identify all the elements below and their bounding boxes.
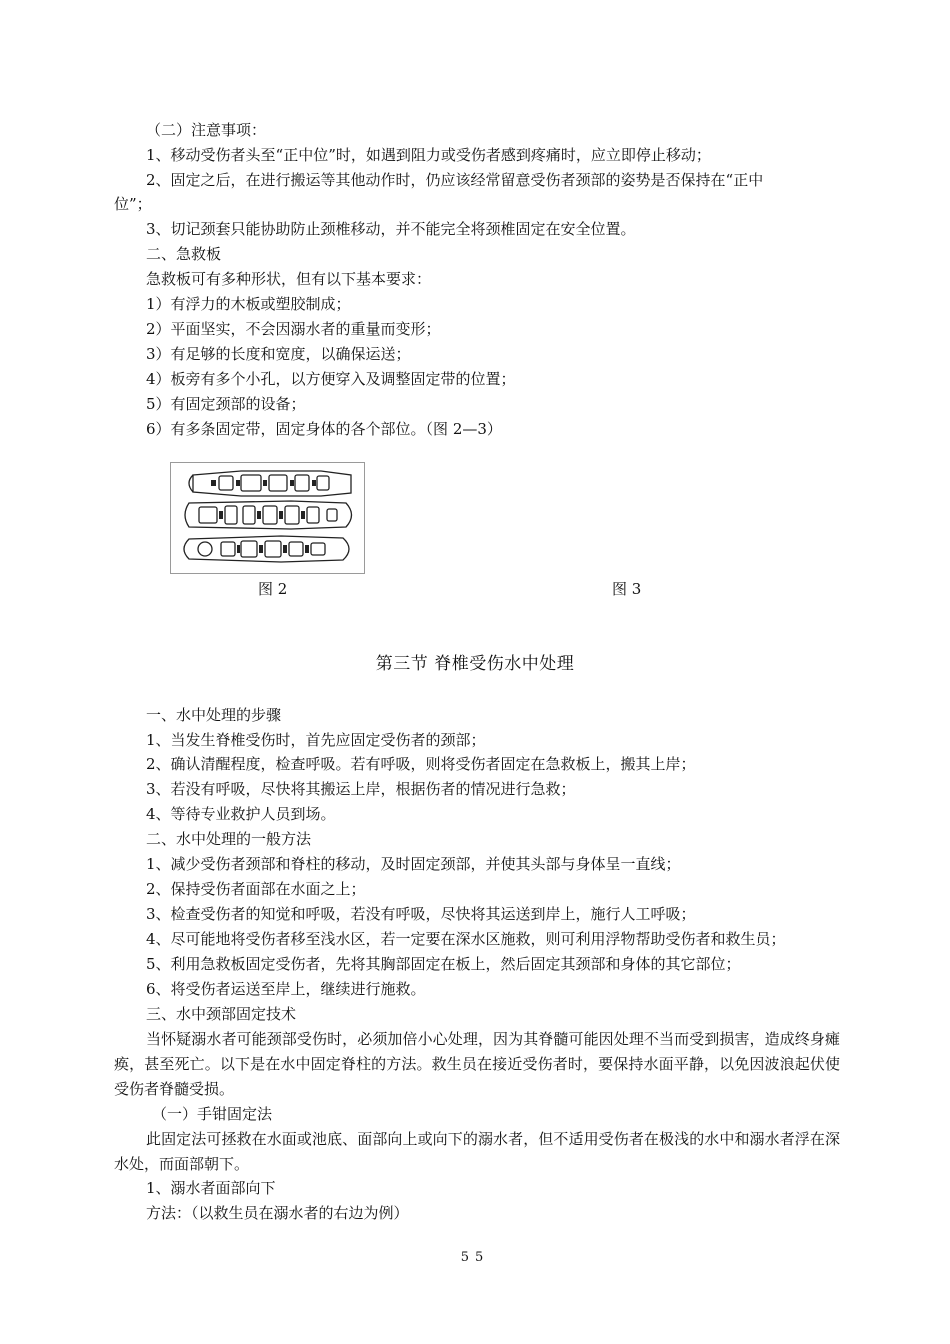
- requirement-item: 3）有足够的长度和宽度，以确保运送；: [146, 345, 411, 363]
- body-text: 急救板可有多种形状，但有以下基本要求：: [146, 270, 432, 288]
- method-item: 3、检查受伤者的知觉和呼吸，若没有呼吸，尽快将其运送到岸上，施行人工呼吸；: [146, 905, 696, 923]
- requirement-item: 6）有多条固定带，固定身体的各个部位。（图 2—3）: [146, 420, 502, 438]
- rescue-board-figure: [170, 462, 365, 574]
- method-item: 2、保持受伤者面部在水面之上；: [146, 880, 366, 898]
- body-paragraph: 此固定法可拯救在水面或池底、面部向上或向下的溺水者，但不适用受伤者在极浅的水中和溺水者浮在深水处，而面部朝下。: [114, 1130, 840, 1173]
- body-paragraph: 当怀疑溺水者可能颈部受伤时，必须加倍小心处理，因为其脊髓可能因处理不当而受到损害，造成终身瘫痪，甚至死亡。以下是在水中固定脊柱的方法。救生员在接近受伤者时，要保持水面平静，以免因波浪起伏使受伤者脊髓受损。: [114, 1030, 840, 1098]
- section-heading: 三、水中颈部固定技术: [146, 1005, 297, 1023]
- section-heading: 二、水中处理的一般方法: [146, 830, 312, 848]
- rescue-boards-illustration: [171, 463, 364, 573]
- subsection-heading: （一）手钳固定法: [152, 1105, 273, 1123]
- section-heading: 二、急救板: [146, 245, 222, 263]
- step-item: 1、当发生脊椎受伤时，首先应固定受伤者的颈部；: [146, 731, 486, 749]
- method-item: 4、尽可能地将受伤者移至浅水区，若一定要在深水区施救，则可利用浮物帮助受伤者和救生员；: [146, 930, 786, 948]
- method-item: 5、利用急救板固定受伤者，先将其胸部固定在板上，然后固定其颈部和身体的其它部位；: [146, 955, 741, 973]
- note-item: 3、切记颈套只能协助防止颈椎移动，并不能完全将颈椎固定在安全位置。: [146, 220, 636, 238]
- step-item: 2、确认清醒程度，检查呼吸。若有呼吸，则将受伤者固定在急救板上，搬其上岸；: [146, 755, 696, 773]
- requirement-item: 4）板旁有多个小孔，以方便穿入及调整固定带的位置；: [146, 370, 516, 388]
- note-item: 1、移动受伤者头至“正中位”时，如遇到阻力或受伤者感到疼痛时，应立即停止移动；: [146, 146, 711, 164]
- requirement-item: 5）有固定颈部的设备；: [146, 395, 306, 413]
- section-heading: 一、水中处理的步骤: [146, 706, 282, 724]
- requirement-item: 1）有浮力的木板或塑胶制成；: [146, 295, 351, 313]
- figure-3-caption: 图 3: [612, 580, 642, 598]
- method-item: 1、减少受伤者颈部和脊柱的移动，及时固定颈部，并使其头部与身体呈一直线；: [146, 855, 681, 873]
- notes-heading: （二）注意事项：: [146, 121, 267, 139]
- requirement-item: 2）平面坚实，不会因溺水者的重量而变形；: [146, 320, 441, 338]
- step-item: 3、若没有呼吸，尽快将其搬运上岸，根据伤者的情况进行急救；: [146, 780, 576, 798]
- method-item: 6、将受伤者运送至岸上，继续进行施救。: [146, 980, 426, 998]
- note-item-continuation: 位”；: [114, 195, 152, 213]
- figure-2-caption: 图 2: [258, 580, 288, 598]
- section-title: 第三节 脊椎受伤水中处理: [375, 654, 575, 674]
- note-item: 2、固定之后，在进行搬运等其他动作时，仍应该经常留意受伤者颈部的姿势是否保持在“正中: [146, 171, 764, 189]
- method-label: 方法：（以救生员在溺水者的右边为例）: [146, 1204, 409, 1222]
- subsection-item: 1、溺水者面部向下: [146, 1179, 276, 1197]
- step-item: 4、等待专业救护人员到场。: [146, 805, 336, 823]
- page-number: 55: [460, 1250, 490, 1265]
